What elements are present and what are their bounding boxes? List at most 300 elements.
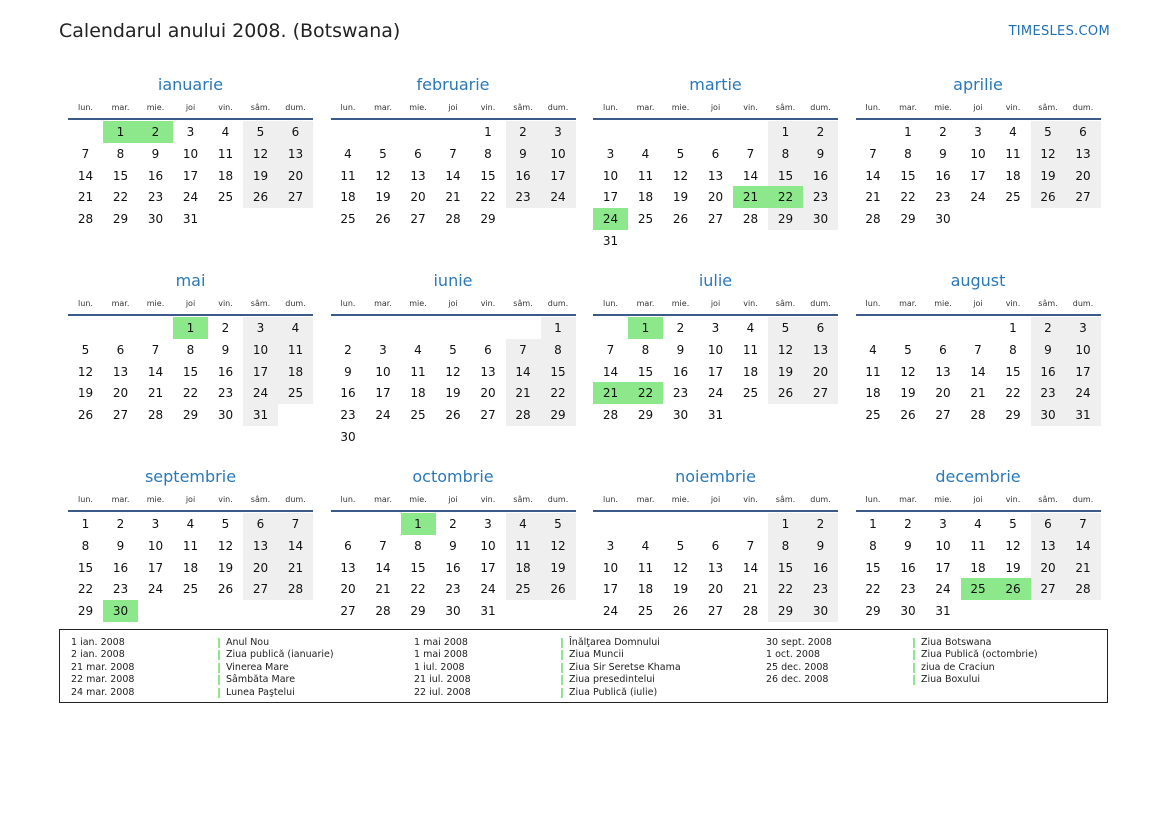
day-cell: 6 [414, 146, 422, 161]
day-cell: 23 [803, 578, 838, 600]
weekday-rule [68, 314, 313, 316]
day-cell: 5 [676, 538, 685, 553]
day-cell: 22 [865, 582, 881, 597]
day-cell: 25 [865, 408, 881, 423]
day-cell: 27 [112, 408, 129, 423]
day-cell: 20 [410, 190, 426, 205]
day-cell: 1 [768, 513, 803, 535]
day-cell: 19 [243, 165, 278, 187]
day-cell: 22 [900, 190, 916, 205]
weekday-rule [856, 314, 1101, 316]
day-cell: 15 [112, 168, 129, 183]
day-cell: 29 [1005, 408, 1021, 423]
day-cell: 27 [243, 578, 278, 600]
day-cell: 21 [506, 382, 541, 404]
day-cell: 2 [676, 321, 685, 335]
day-cell: 7 [81, 146, 90, 161]
day-cell: 5 [676, 146, 685, 161]
weekday-label: mie. [671, 299, 690, 308]
weekday-label: dum. [547, 103, 569, 112]
day-cell: 17 [480, 560, 496, 575]
weekday-label: joi [185, 103, 196, 112]
day-cell: 16 [112, 560, 129, 575]
day-cell: 25 [742, 386, 759, 401]
weekday-label: dum. [810, 103, 831, 112]
day-cell: 29 [768, 600, 803, 622]
legend-holiday-name: Sâmbăta Mare [226, 674, 296, 686]
holiday-day-cell: 26 [996, 578, 1031, 600]
day-cell: 2 [116, 517, 125, 531]
day-cell: 28 [77, 212, 94, 227]
day-cell: 27 [707, 212, 724, 227]
weekday-label: lun. [340, 103, 356, 112]
month-aprilie [856, 74, 1101, 254]
day-cell: 31 [707, 408, 724, 423]
day-cell: 5 [221, 517, 230, 531]
day-cell: 23 [112, 582, 129, 597]
day-cell: 31 [480, 604, 496, 619]
day-cell: 3 [974, 125, 982, 139]
day-cell: 16 [506, 165, 541, 187]
day-cell: 26 [217, 582, 234, 597]
day-cell: 27 [1031, 578, 1066, 600]
weekday-label: vin. [743, 299, 758, 308]
weekday-label: lun. [78, 103, 93, 112]
day-cell: 16 [803, 557, 838, 579]
day-cell: 28 [1066, 578, 1101, 600]
day-cell: 18 [278, 361, 313, 383]
day-cell: 1 [904, 125, 912, 139]
day-cell: 24 [970, 190, 986, 205]
day-cell: 14 [865, 168, 881, 183]
legend-holiday-name: Vinerea Mare [226, 661, 289, 673]
day-cell: 30 [445, 604, 461, 619]
legend-holiday-name: Ziua publică (ianuarie) [226, 649, 334, 661]
day-cell: 6 [803, 317, 838, 339]
weekday-label: lun. [603, 103, 618, 112]
site-link[interactable]: TIMESLES.COM [1008, 24, 1110, 39]
weekday-rule [593, 118, 838, 120]
day-cell: 21 [445, 190, 461, 205]
day-cell: 13 [410, 168, 426, 183]
day-cell: 7 [506, 339, 541, 361]
day-cell: 22 [480, 190, 496, 205]
day-cell: 17 [182, 168, 199, 183]
weekday-label: vin. [218, 495, 233, 504]
day-cell: 3 [379, 342, 387, 357]
legend-date: 1 ian. 2008 [71, 637, 125, 648]
day-cell: 21 [375, 582, 391, 597]
weekday-label: sâm. [1038, 103, 1058, 112]
day-cell: 2 [344, 342, 352, 357]
day-cell: 8 [904, 146, 912, 161]
month-iunie [331, 270, 576, 450]
day-cell: 27 [410, 212, 426, 227]
day-cell: 28 [445, 212, 461, 227]
day-cell: 23 [803, 186, 838, 208]
day-cell: 21 [147, 386, 164, 401]
day-cell: 29 [112, 212, 129, 227]
day-cell: 6 [116, 342, 125, 357]
month-name: noiembrie [675, 467, 756, 486]
month-noiembrie [593, 466, 838, 646]
weekday-label: sâm. [250, 103, 271, 112]
day-cell: 28 [865, 212, 881, 227]
weekday-label: dum. [285, 103, 306, 112]
day-cell: 25 [278, 382, 313, 404]
day-cell: 19 [768, 361, 803, 383]
day-cell: 30 [217, 408, 234, 423]
day-cell: 4 [746, 321, 755, 335]
day-cell: 18 [217, 168, 234, 183]
day-cell: 26 [445, 408, 461, 423]
day-cell: 4 [186, 517, 195, 531]
day-cell: 14 [147, 364, 164, 379]
month-decembrie [856, 466, 1101, 646]
legend-holiday-name: Ziua Botswana [921, 637, 992, 648]
day-cell: 26 [672, 604, 689, 619]
day-cell: 17 [243, 361, 278, 383]
calendar-grid [68, 74, 1102, 634]
weekday-label: mar. [111, 299, 130, 308]
holiday-day-cell: 22 [768, 186, 803, 208]
weekday-label: dum. [285, 495, 306, 504]
day-cell: 11 [506, 535, 541, 557]
day-cell: 10 [375, 364, 391, 379]
day-cell: 2 [1031, 317, 1066, 339]
month-mai [68, 270, 313, 450]
day-cell: 23 [935, 190, 951, 205]
day-cell: 7 [746, 538, 755, 553]
weekday-label: vin. [480, 299, 496, 308]
day-cell: 20 [1031, 557, 1066, 579]
weekday-rule [593, 314, 838, 316]
holiday-legend [59, 629, 1108, 703]
day-cell: 7 [151, 342, 160, 357]
day-cell: 3 [1066, 317, 1101, 339]
day-cell: 20 [935, 386, 951, 401]
day-cell: 23 [506, 186, 541, 208]
day-cell: 17 [602, 582, 619, 597]
day-cell: 29 [182, 408, 199, 423]
day-cell: 3 [606, 538, 615, 553]
weekday-label: mie. [409, 495, 427, 504]
day-cell: 24 [182, 190, 199, 205]
day-cell: 2 [221, 321, 230, 335]
day-cell: 30 [803, 208, 838, 230]
weekday-label: dum. [810, 299, 831, 308]
day-cell: 3 [711, 321, 720, 335]
day-cell: 24 [243, 382, 278, 404]
day-cell: 29 [541, 404, 576, 426]
legend-holiday-name: Ziua Publică (octombrie) [921, 649, 1038, 661]
weekday-label: dum. [810, 495, 831, 504]
day-cell: 25 [637, 212, 654, 227]
day-cell: 19 [541, 557, 576, 579]
day-cell: 4 [344, 146, 352, 161]
day-cell: 20 [112, 386, 129, 401]
day-cell: 30 [935, 212, 951, 227]
day-cell: 6 [1031, 513, 1066, 535]
day-cell: 30 [1031, 404, 1066, 426]
day-cell: 10 [970, 146, 986, 161]
day-cell: 3 [186, 125, 195, 139]
weekday-label: lun. [603, 299, 618, 308]
day-cell: 2 [803, 121, 838, 143]
month-name: decembrie [935, 467, 1021, 486]
weekday-label: sâm. [250, 495, 271, 504]
day-cell: 18 [506, 557, 541, 579]
day-cell: 20 [707, 190, 724, 205]
weekday-label: joi [710, 299, 721, 308]
weekday-label: mar. [636, 103, 655, 112]
holiday-day-cell: 30 [103, 600, 138, 622]
day-cell: 20 [340, 582, 356, 597]
day-cell: 12 [243, 143, 278, 165]
weekday-label: mar. [899, 299, 917, 308]
day-cell: 10 [541, 143, 576, 165]
weekday-label: sâm. [775, 495, 796, 504]
day-cell: 6 [711, 146, 720, 161]
day-cell: 25 [410, 408, 426, 423]
day-cell: 16 [672, 364, 689, 379]
day-cell: 1 [541, 317, 576, 339]
holiday-day-cell: 1 [103, 121, 138, 143]
legend-holiday-name: Ziua Sir Seretse Khama [569, 661, 681, 673]
day-cell: 8 [541, 339, 576, 361]
weekday-label: joi [185, 495, 196, 504]
day-cell: 9 [449, 538, 457, 553]
weekday-label: dum. [1072, 103, 1094, 112]
weekday-label: mie. [146, 299, 165, 308]
weekday-label: sâm. [250, 299, 271, 308]
month-name: septembrie [144, 467, 237, 486]
day-cell: 17 [602, 190, 619, 205]
day-cell: 13 [803, 339, 838, 361]
day-cell: 13 [340, 560, 356, 575]
weekday-label: sâm. [775, 103, 796, 112]
day-cell: 28 [742, 604, 759, 619]
month-name: ianuarie [157, 75, 224, 94]
day-cell: 25 [506, 578, 541, 600]
day-cell: 24 [602, 604, 619, 619]
weekday-label: vin. [218, 103, 233, 112]
legend-color-marker [561, 650, 563, 660]
weekday-label: joi [973, 495, 983, 504]
day-cell: 31 [182, 212, 199, 227]
day-cell: 12 [768, 339, 803, 361]
day-cell: 27 [935, 408, 951, 423]
day-cell: 26 [1031, 186, 1066, 208]
day-cell: 11 [278, 339, 313, 361]
legend-color-marker [561, 688, 563, 698]
day-cell: 11 [637, 560, 654, 575]
day-cell: 10 [1066, 339, 1101, 361]
day-cell: 8 [641, 342, 650, 357]
day-cell: 23 [445, 582, 461, 597]
legend-color-marker [913, 638, 915, 648]
day-cell: 9 [939, 146, 947, 161]
month-name: iulie [698, 271, 733, 290]
weekday-label: joi [710, 103, 721, 112]
day-cell: 19 [1031, 165, 1066, 187]
legend-date: 1 iul. 2008 [414, 661, 465, 673]
day-cell: 10 [243, 339, 278, 361]
day-cell: 18 [340, 190, 356, 205]
day-cell: 18 [970, 560, 986, 575]
day-cell: 9 [506, 143, 541, 165]
day-cell: 17 [147, 560, 164, 575]
weekday-label: sâm. [775, 299, 796, 308]
day-cell: 8 [768, 535, 803, 557]
weekday-rule [331, 314, 576, 316]
day-cell: 8 [186, 342, 195, 357]
day-cell: 5 [541, 513, 576, 535]
day-cell: 4 [221, 125, 230, 139]
day-cell: 26 [77, 408, 94, 423]
day-cell: 31 [602, 234, 619, 248]
day-cell: 19 [1005, 560, 1021, 575]
day-cell: 18 [182, 560, 199, 575]
day-cell: 17 [970, 168, 986, 183]
day-cell: 24 [935, 582, 951, 597]
day-cell: 2 [904, 517, 912, 531]
weekday-label: mie. [409, 103, 427, 112]
day-cell: 8 [1009, 342, 1017, 357]
weekday-label: dum. [547, 495, 569, 504]
day-cell: 23 [147, 190, 164, 205]
day-cell: 15 [182, 364, 199, 379]
day-cell: 15 [865, 560, 881, 575]
day-cell: 15 [768, 557, 803, 579]
weekday-label: mar. [374, 103, 392, 112]
day-cell: 24 [541, 186, 576, 208]
month-name: iunie [433, 271, 473, 290]
day-cell: 27 [278, 186, 313, 208]
legend-date: 1 oct. 2008 [766, 649, 821, 661]
weekday-label: lun. [603, 495, 618, 504]
legend-color-marker [913, 663, 915, 673]
weekday-label: mar. [636, 495, 655, 504]
month-name: martie [689, 75, 742, 94]
day-cell: 12 [1031, 143, 1066, 165]
day-cell: 29 [410, 604, 426, 619]
day-cell: 3 [606, 146, 615, 161]
day-cell: 25 [1005, 190, 1021, 205]
day-cell: 8 [768, 143, 803, 165]
day-cell: 27 [1066, 186, 1101, 208]
day-cell: 30 [340, 430, 356, 444]
day-cell: 28 [375, 604, 391, 619]
weekday-label: vin. [743, 495, 758, 504]
day-cell: 9 [151, 146, 160, 161]
weekday-rule [331, 510, 576, 512]
day-cell: 8 [81, 538, 90, 553]
day-cell: 10 [935, 538, 951, 553]
day-cell: 22 [112, 190, 129, 205]
day-cell: 26 [541, 578, 576, 600]
legend-holiday-name: Ziua Muncii [569, 649, 624, 661]
day-cell: 29 [768, 208, 803, 230]
day-cell: 13 [243, 535, 278, 557]
day-cell: 12 [445, 364, 461, 379]
day-cell: 5 [243, 121, 278, 143]
weekday-label: joi [185, 299, 196, 308]
weekday-label: mie. [671, 495, 690, 504]
holiday-day-cell: 21 [733, 186, 768, 208]
day-cell: 9 [676, 342, 685, 357]
weekday-label: joi [448, 495, 458, 504]
day-cell: 23 [900, 582, 916, 597]
day-cell: 7 [449, 146, 457, 161]
weekday-label: vin. [1005, 103, 1021, 112]
weekday-label: mie. [934, 299, 952, 308]
day-cell: 17 [707, 364, 724, 379]
weekday-label: mar. [111, 103, 130, 112]
holiday-day-cell: 1 [401, 513, 436, 535]
day-cell: 28 [602, 408, 619, 423]
day-cell: 10 [602, 560, 619, 575]
legend-holiday-name: Ziua Publică (iulie) [569, 686, 658, 698]
day-cell: 22 [768, 578, 803, 600]
page-title: Calendarul anului 2008. (Botswana) [59, 20, 401, 42]
day-cell: 13 [278, 143, 313, 165]
day-cell: 30 [900, 604, 916, 619]
day-cell: 17 [935, 560, 951, 575]
day-cell: 4 [641, 146, 650, 161]
legend-date: 2 ian. 2008 [71, 649, 125, 661]
day-cell: 4 [506, 513, 541, 535]
day-cell: 19 [900, 386, 916, 401]
day-cell: 4 [974, 517, 982, 531]
day-cell: 29 [77, 604, 94, 619]
weekday-label: mie. [934, 495, 952, 504]
day-cell: 5 [379, 146, 387, 161]
day-cell: 9 [221, 342, 230, 357]
weekday-label: vin. [1005, 299, 1021, 308]
month-februarie [331, 74, 576, 254]
day-cell: 7 [278, 513, 313, 535]
day-cell: 12 [217, 538, 234, 553]
day-cell: 20 [1066, 165, 1101, 187]
day-cell: 21 [77, 190, 94, 205]
weekday-label: joi [973, 103, 983, 112]
month-august [856, 270, 1101, 450]
day-cell: 14 [77, 168, 94, 183]
day-cell: 15 [900, 168, 916, 183]
day-cell: 20 [278, 165, 313, 187]
weekday-label: lun. [78, 495, 93, 504]
weekday-label: lun. [340, 299, 356, 308]
day-cell: 7 [746, 146, 755, 161]
day-cell: 1 [768, 121, 803, 143]
month-septembrie [68, 466, 313, 646]
day-cell: 9 [1031, 339, 1066, 361]
day-cell: 14 [375, 560, 391, 575]
month-ianuarie [68, 74, 313, 254]
day-cell: 13 [707, 560, 724, 575]
day-cell: 10 [182, 146, 199, 161]
weekday-label: sâm. [1038, 299, 1058, 308]
weekday-label: mie. [934, 103, 952, 112]
day-cell: 30 [147, 212, 164, 227]
day-cell: 13 [480, 364, 496, 379]
day-cell: 13 [1066, 143, 1101, 165]
weekday-label: mar. [899, 103, 917, 112]
day-cell: 20 [707, 582, 724, 597]
day-cell: 11 [970, 538, 986, 553]
weekday-label: joi [448, 299, 458, 308]
